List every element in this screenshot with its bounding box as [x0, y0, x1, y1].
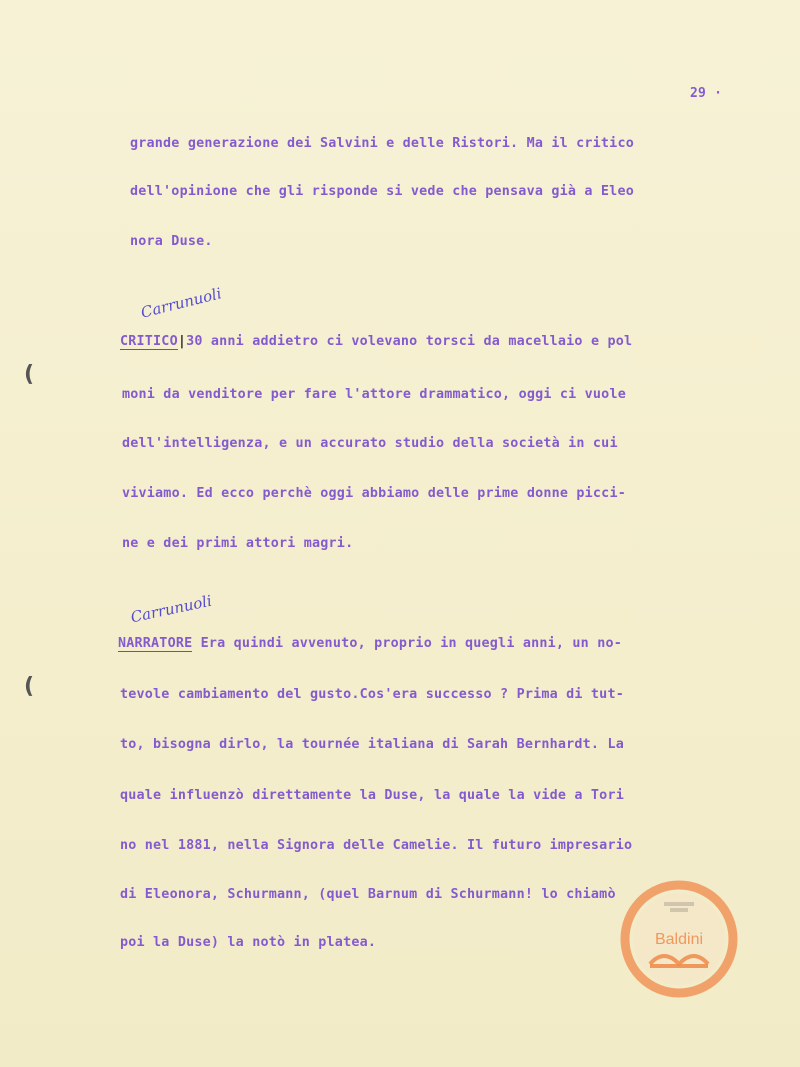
text-line: viviamo. Ed ecco perchè oggi abbiamo delle prime donne picci- [122, 486, 626, 501]
dialogue-line: CRITICO|30 anni addietro ci volevano torsci da macellaio e pol [120, 334, 633, 349]
text-line: moni da venditore per fare l'attore drammatico, oggi ci vuole [122, 387, 626, 402]
text-line: 30 anni addietro ci volevano torsci da macellaio e pol [186, 334, 633, 349]
stamp-label: Baldini [654, 931, 704, 948]
text-line: grande generazione dei Salvini e delle Ristori. Ma il critico [130, 136, 634, 151]
text-line: no nel 1881, nella Signora delle Camelie. Il futuro impresario [120, 838, 633, 853]
page-number: 29 · [690, 86, 723, 101]
text-line: ne e dei primi attori magri. [122, 536, 354, 551]
text-line: dell'intelligenza, e un accurato studio della società in cui [122, 436, 618, 451]
text-line: quale influenzò direttamente la Duse, la quale la vide a Tori [120, 788, 624, 803]
handwritten-note: Carrunuoli [129, 591, 214, 627]
margin-bracket-mark: ( [24, 362, 35, 387]
dialogue-line [118, 636, 622, 651]
text-line: di Eleonora, Schurmann, (quel Barnum di Schurmann! lo chiamò [120, 887, 616, 902]
baldini-stamp [620, 880, 738, 998]
text-line: tevole cambiamento del gusto.Cos'era successo ? Prima di tut- [120, 687, 624, 702]
speaker-label-critico: CRITICO [120, 334, 178, 349]
text-line: nora Duse. [130, 234, 213, 249]
handwritten-note: Carrunuoli [139, 284, 224, 322]
text-line: Era quindi avvenuto, proprio in quegli anni, un no- [200, 636, 622, 651]
text-line: to, bisogna dirlo, la tournée italiana di Sarah Bernhardt. La [120, 737, 624, 752]
text-line: dell'opinione che gli risponde si vede che pensava già a Eleo [130, 184, 634, 199]
text-line: poi la Duse) la notò in platea. [120, 935, 377, 950]
margin-bracket-mark: ( [24, 674, 35, 699]
speaker-label-narratore: NARRATORE [118, 636, 193, 651]
